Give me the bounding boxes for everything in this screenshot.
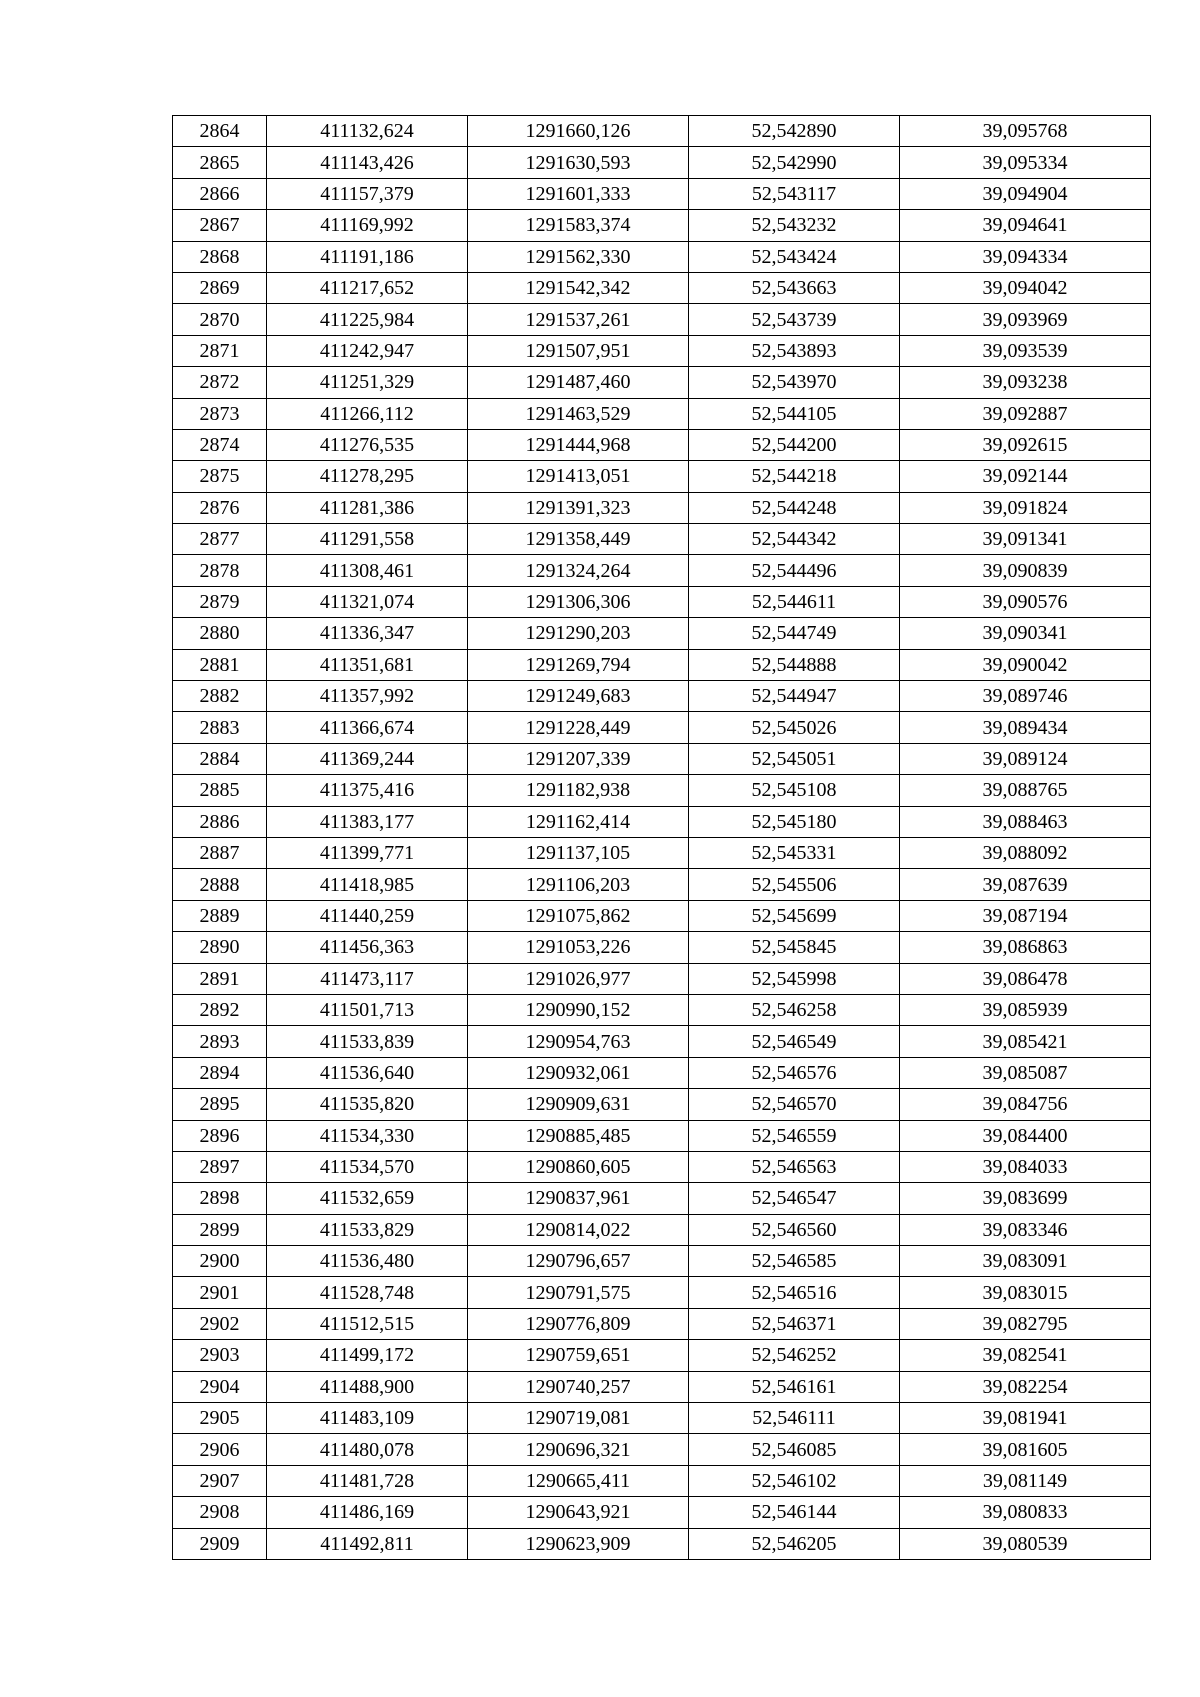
- point-number-cell: 2888: [173, 869, 267, 900]
- x-coordinate-cell: 411488,900: [267, 1371, 468, 1402]
- y-coordinate-cell: 1291306,306: [468, 586, 689, 617]
- longitude-cell: 39,088765: [900, 775, 1151, 806]
- longitude-cell: 39,085939: [900, 994, 1151, 1025]
- table-row: [173, 555, 1151, 586]
- table-row: [173, 1371, 1151, 1402]
- point-number-cell: 2868: [173, 241, 267, 272]
- table-row: [173, 116, 1151, 147]
- longitude-cell: 39,092615: [900, 429, 1151, 460]
- longitude-cell: 39,093539: [900, 335, 1151, 366]
- longitude-cell: 39,091824: [900, 492, 1151, 523]
- latitude-cell: 52,546576: [689, 1057, 900, 1088]
- latitude-cell: 52,544749: [689, 618, 900, 649]
- x-coordinate-cell: 411281,386: [267, 492, 468, 523]
- latitude-cell: 52,544947: [689, 681, 900, 712]
- table-row: [173, 398, 1151, 429]
- latitude-cell: 52,546570: [689, 1089, 900, 1120]
- latitude-cell: 52,545845: [689, 932, 900, 963]
- table-row: [173, 210, 1151, 241]
- longitude-cell: 39,090839: [900, 555, 1151, 586]
- longitude-cell: 39,083091: [900, 1246, 1151, 1277]
- point-number-cell: 2901: [173, 1277, 267, 1308]
- table-row: [173, 1465, 1151, 1496]
- y-coordinate-cell: 1291269,794: [468, 649, 689, 680]
- y-coordinate-cell: 1291542,342: [468, 272, 689, 303]
- table-row: [173, 681, 1151, 712]
- point-number-cell: 2905: [173, 1403, 267, 1434]
- y-coordinate-cell: 1291290,203: [468, 618, 689, 649]
- x-coordinate-cell: 411480,078: [267, 1434, 468, 1465]
- x-coordinate-cell: 411533,839: [267, 1026, 468, 1057]
- longitude-cell: 39,090341: [900, 618, 1151, 649]
- latitude-cell: 52,544888: [689, 649, 900, 680]
- x-coordinate-cell: 411532,659: [267, 1183, 468, 1214]
- x-coordinate-cell: 411499,172: [267, 1340, 468, 1371]
- x-coordinate-cell: 411486,169: [267, 1497, 468, 1528]
- latitude-cell: 52,544496: [689, 555, 900, 586]
- x-coordinate-cell: 411534,330: [267, 1120, 468, 1151]
- y-coordinate-cell: 1291249,683: [468, 681, 689, 712]
- table-row: [173, 1340, 1151, 1371]
- point-number-cell: 2903: [173, 1340, 267, 1371]
- table-row: [173, 178, 1151, 209]
- y-coordinate-cell: 1290860,605: [468, 1151, 689, 1182]
- table-row: [173, 1026, 1151, 1057]
- y-coordinate-cell: 1291507,951: [468, 335, 689, 366]
- x-coordinate-cell: 411143,426: [267, 147, 468, 178]
- x-coordinate-cell: 411369,244: [267, 743, 468, 774]
- point-number-cell: 2870: [173, 304, 267, 335]
- point-number-cell: 2885: [173, 775, 267, 806]
- latitude-cell: 52,542890: [689, 116, 900, 147]
- point-number-cell: 2886: [173, 806, 267, 837]
- y-coordinate-cell: 1290643,921: [468, 1497, 689, 1528]
- longitude-cell: 39,093969: [900, 304, 1151, 335]
- latitude-cell: 52,543424: [689, 241, 900, 272]
- longitude-cell: 39,084756: [900, 1089, 1151, 1120]
- x-coordinate-cell: 411366,674: [267, 712, 468, 743]
- table-row: [173, 1434, 1151, 1465]
- point-number-cell: 2909: [173, 1528, 267, 1559]
- x-coordinate-cell: 411483,109: [267, 1403, 468, 1434]
- longitude-cell: 39,082795: [900, 1308, 1151, 1339]
- point-number-cell: 2879: [173, 586, 267, 617]
- latitude-cell: 52,542990: [689, 147, 900, 178]
- longitude-cell: 39,089746: [900, 681, 1151, 712]
- latitude-cell: 52,546516: [689, 1277, 900, 1308]
- table-row: [173, 1403, 1151, 1434]
- table-row: [173, 963, 1151, 994]
- y-coordinate-cell: 1291026,977: [468, 963, 689, 994]
- point-number-cell: 2900: [173, 1246, 267, 1277]
- x-coordinate-cell: 411383,177: [267, 806, 468, 837]
- table-row: [173, 743, 1151, 774]
- table-row: [173, 806, 1151, 837]
- point-number-cell: 2889: [173, 900, 267, 931]
- coordinates-table-body: [173, 116, 1151, 1560]
- latitude-cell: 52,545331: [689, 837, 900, 868]
- x-coordinate-cell: 411132,624: [267, 116, 468, 147]
- x-coordinate-cell: 411481,728: [267, 1465, 468, 1496]
- latitude-cell: 52,545699: [689, 900, 900, 931]
- point-number-cell: 2871: [173, 335, 267, 366]
- x-coordinate-cell: 411375,416: [267, 775, 468, 806]
- x-coordinate-cell: 411157,379: [267, 178, 468, 209]
- latitude-cell: 52,545506: [689, 869, 900, 900]
- y-coordinate-cell: 1291053,226: [468, 932, 689, 963]
- table-row: [173, 586, 1151, 617]
- longitude-cell: 39,089434: [900, 712, 1151, 743]
- longitude-cell: 39,082541: [900, 1340, 1151, 1371]
- latitude-cell: 52,544248: [689, 492, 900, 523]
- table-row: [173, 492, 1151, 523]
- x-coordinate-cell: 411266,112: [267, 398, 468, 429]
- x-coordinate-cell: 411251,329: [267, 367, 468, 398]
- y-coordinate-cell: 1291444,968: [468, 429, 689, 460]
- y-coordinate-cell: 1291463,529: [468, 398, 689, 429]
- x-coordinate-cell: 411276,535: [267, 429, 468, 460]
- point-number-cell: 2876: [173, 492, 267, 523]
- latitude-cell: 52,545180: [689, 806, 900, 837]
- y-coordinate-cell: 1291562,330: [468, 241, 689, 272]
- x-coordinate-cell: 411291,558: [267, 524, 468, 555]
- x-coordinate-cell: 411536,640: [267, 1057, 468, 1088]
- table-row: [173, 712, 1151, 743]
- point-number-cell: 2865: [173, 147, 267, 178]
- longitude-cell: 39,093238: [900, 367, 1151, 398]
- longitude-cell: 39,088463: [900, 806, 1151, 837]
- table-row: [173, 304, 1151, 335]
- y-coordinate-cell: 1291487,460: [468, 367, 689, 398]
- longitude-cell: 39,087639: [900, 869, 1151, 900]
- x-coordinate-cell: 411357,992: [267, 681, 468, 712]
- longitude-cell: 39,085421: [900, 1026, 1151, 1057]
- longitude-cell: 39,083699: [900, 1183, 1151, 1214]
- x-coordinate-cell: 411321,074: [267, 586, 468, 617]
- table-row: [173, 869, 1151, 900]
- latitude-cell: 52,544342: [689, 524, 900, 555]
- latitude-cell: 52,544611: [689, 586, 900, 617]
- table-row: [173, 241, 1151, 272]
- point-number-cell: 2881: [173, 649, 267, 680]
- table-row: [173, 1089, 1151, 1120]
- latitude-cell: 52,543970: [689, 367, 900, 398]
- table-row: [173, 1308, 1151, 1339]
- x-coordinate-cell: 411528,748: [267, 1277, 468, 1308]
- table-row: [173, 1214, 1151, 1245]
- latitude-cell: 52,544200: [689, 429, 900, 460]
- point-number-cell: 2898: [173, 1183, 267, 1214]
- y-coordinate-cell: 1291391,323: [468, 492, 689, 523]
- longitude-cell: 39,080833: [900, 1497, 1151, 1528]
- point-number-cell: 2907: [173, 1465, 267, 1496]
- longitude-cell: 39,084400: [900, 1120, 1151, 1151]
- latitude-cell: 52,546085: [689, 1434, 900, 1465]
- point-number-cell: 2866: [173, 178, 267, 209]
- x-coordinate-cell: 411242,947: [267, 335, 468, 366]
- y-coordinate-cell: 1291162,414: [468, 806, 689, 837]
- y-coordinate-cell: 1291601,333: [468, 178, 689, 209]
- table-row: [173, 932, 1151, 963]
- table-row: [173, 649, 1151, 680]
- longitude-cell: 39,090042: [900, 649, 1151, 680]
- x-coordinate-cell: 411308,461: [267, 555, 468, 586]
- latitude-cell: 52,546547: [689, 1183, 900, 1214]
- latitude-cell: 52,546252: [689, 1340, 900, 1371]
- y-coordinate-cell: 1290776,809: [468, 1308, 689, 1339]
- point-number-cell: 2887: [173, 837, 267, 868]
- longitude-cell: 39,087194: [900, 900, 1151, 931]
- table-row: [173, 1151, 1151, 1182]
- point-number-cell: 2908: [173, 1497, 267, 1528]
- table-row: [173, 147, 1151, 178]
- longitude-cell: 39,080539: [900, 1528, 1151, 1559]
- x-coordinate-cell: 411512,515: [267, 1308, 468, 1339]
- table-row: [173, 618, 1151, 649]
- point-number-cell: 2904: [173, 1371, 267, 1402]
- longitude-cell: 39,086478: [900, 963, 1151, 994]
- latitude-cell: 52,543663: [689, 272, 900, 303]
- y-coordinate-cell: 1291228,449: [468, 712, 689, 743]
- point-number-cell: 2892: [173, 994, 267, 1025]
- y-coordinate-cell: 1291207,339: [468, 743, 689, 774]
- y-coordinate-cell: 1290623,909: [468, 1528, 689, 1559]
- y-coordinate-cell: 1290814,022: [468, 1214, 689, 1245]
- y-coordinate-cell: 1291413,051: [468, 461, 689, 492]
- latitude-cell: 52,545998: [689, 963, 900, 994]
- y-coordinate-cell: 1291358,449: [468, 524, 689, 555]
- longitude-cell: 39,090576: [900, 586, 1151, 617]
- point-number-cell: 2883: [173, 712, 267, 743]
- y-coordinate-cell: 1291075,862: [468, 900, 689, 931]
- point-number-cell: 2895: [173, 1089, 267, 1120]
- x-coordinate-cell: 411418,985: [267, 869, 468, 900]
- table-row: [173, 1183, 1151, 1214]
- table-row: [173, 1528, 1151, 1559]
- y-coordinate-cell: 1291324,264: [468, 555, 689, 586]
- longitude-cell: 39,081941: [900, 1403, 1151, 1434]
- table-row: [173, 367, 1151, 398]
- longitude-cell: 39,094641: [900, 210, 1151, 241]
- longitude-cell: 39,091341: [900, 524, 1151, 555]
- x-coordinate-cell: 411535,820: [267, 1089, 468, 1120]
- x-coordinate-cell: 411351,681: [267, 649, 468, 680]
- y-coordinate-cell: 1290837,961: [468, 1183, 689, 1214]
- latitude-cell: 52,546549: [689, 1026, 900, 1057]
- latitude-cell: 52,543893: [689, 335, 900, 366]
- y-coordinate-cell: 1290990,152: [468, 994, 689, 1025]
- x-coordinate-cell: 411399,771: [267, 837, 468, 868]
- latitude-cell: 52,546102: [689, 1465, 900, 1496]
- latitude-cell: 52,546258: [689, 994, 900, 1025]
- x-coordinate-cell: 411191,186: [267, 241, 468, 272]
- y-coordinate-cell: 1290909,631: [468, 1089, 689, 1120]
- point-number-cell: 2864: [173, 116, 267, 147]
- x-coordinate-cell: 411473,117: [267, 963, 468, 994]
- x-coordinate-cell: 411440,259: [267, 900, 468, 931]
- latitude-cell: 52,545026: [689, 712, 900, 743]
- point-number-cell: 2890: [173, 932, 267, 963]
- table-row: [173, 272, 1151, 303]
- longitude-cell: 39,082254: [900, 1371, 1151, 1402]
- point-number-cell: 2906: [173, 1434, 267, 1465]
- y-coordinate-cell: 1291630,593: [468, 147, 689, 178]
- x-coordinate-cell: 411217,652: [267, 272, 468, 303]
- point-number-cell: 2880: [173, 618, 267, 649]
- point-number-cell: 2878: [173, 555, 267, 586]
- latitude-cell: 52,546111: [689, 1403, 900, 1434]
- latitude-cell: 52,543117: [689, 178, 900, 209]
- y-coordinate-cell: 1290740,257: [468, 1371, 689, 1402]
- longitude-cell: 39,088092: [900, 837, 1151, 868]
- table-row: [173, 1277, 1151, 1308]
- table-row: [173, 1246, 1151, 1277]
- latitude-cell: 52,545108: [689, 775, 900, 806]
- x-coordinate-cell: 411533,829: [267, 1214, 468, 1245]
- y-coordinate-cell: 1290696,321: [468, 1434, 689, 1465]
- longitude-cell: 39,081149: [900, 1465, 1151, 1496]
- point-number-cell: 2899: [173, 1214, 267, 1245]
- y-coordinate-cell: 1291583,374: [468, 210, 689, 241]
- table-row: [173, 1497, 1151, 1528]
- table-row: [173, 461, 1151, 492]
- point-number-cell: 2897: [173, 1151, 267, 1182]
- y-coordinate-cell: 1291137,105: [468, 837, 689, 868]
- y-coordinate-cell: 1290954,763: [468, 1026, 689, 1057]
- x-coordinate-cell: 411534,570: [267, 1151, 468, 1182]
- longitude-cell: 39,092887: [900, 398, 1151, 429]
- latitude-cell: 52,546585: [689, 1246, 900, 1277]
- latitude-cell: 52,546559: [689, 1120, 900, 1151]
- point-number-cell: 2884: [173, 743, 267, 774]
- table-row: [173, 900, 1151, 931]
- point-number-cell: 2877: [173, 524, 267, 555]
- x-coordinate-cell: 411456,363: [267, 932, 468, 963]
- y-coordinate-cell: 1290719,081: [468, 1403, 689, 1434]
- point-number-cell: 2873: [173, 398, 267, 429]
- y-coordinate-cell: 1290665,411: [468, 1465, 689, 1496]
- longitude-cell: 39,094042: [900, 272, 1151, 303]
- y-coordinate-cell: 1290791,575: [468, 1277, 689, 1308]
- point-number-cell: 2891: [173, 963, 267, 994]
- point-number-cell: 2894: [173, 1057, 267, 1088]
- table-row: [173, 335, 1151, 366]
- point-number-cell: 2867: [173, 210, 267, 241]
- latitude-cell: 52,543232: [689, 210, 900, 241]
- table-row: [173, 837, 1151, 868]
- longitude-cell: 39,084033: [900, 1151, 1151, 1182]
- latitude-cell: 52,544218: [689, 461, 900, 492]
- table-row: [173, 429, 1151, 460]
- longitude-cell: 39,086863: [900, 932, 1151, 963]
- y-coordinate-cell: 1290932,061: [468, 1057, 689, 1088]
- y-coordinate-cell: 1291537,261: [468, 304, 689, 335]
- x-coordinate-cell: 411336,347: [267, 618, 468, 649]
- latitude-cell: 52,544105: [689, 398, 900, 429]
- longitude-cell: 39,085087: [900, 1057, 1151, 1088]
- latitude-cell: 52,546144: [689, 1497, 900, 1528]
- y-coordinate-cell: 1290759,651: [468, 1340, 689, 1371]
- x-coordinate-cell: 411169,992: [267, 210, 468, 241]
- table-row: [173, 524, 1151, 555]
- table-row: [173, 994, 1151, 1025]
- longitude-cell: 39,081605: [900, 1434, 1151, 1465]
- point-number-cell: 2882: [173, 681, 267, 712]
- longitude-cell: 39,089124: [900, 743, 1151, 774]
- point-number-cell: 2893: [173, 1026, 267, 1057]
- point-number-cell: 2874: [173, 429, 267, 460]
- x-coordinate-cell: 411536,480: [267, 1246, 468, 1277]
- longitude-cell: 39,094904: [900, 178, 1151, 209]
- x-coordinate-cell: 411492,811: [267, 1528, 468, 1559]
- point-number-cell: 2875: [173, 461, 267, 492]
- y-coordinate-cell: 1290885,485: [468, 1120, 689, 1151]
- longitude-cell: 39,094334: [900, 241, 1151, 272]
- longitude-cell: 39,083346: [900, 1214, 1151, 1245]
- point-number-cell: 2896: [173, 1120, 267, 1151]
- latitude-cell: 52,546205: [689, 1528, 900, 1559]
- point-number-cell: 2872: [173, 367, 267, 398]
- longitude-cell: 39,092144: [900, 461, 1151, 492]
- longitude-cell: 39,095768: [900, 116, 1151, 147]
- x-coordinate-cell: 411501,713: [267, 994, 468, 1025]
- latitude-cell: 52,546560: [689, 1214, 900, 1245]
- y-coordinate-cell: 1291106,203: [468, 869, 689, 900]
- latitude-cell: 52,546371: [689, 1308, 900, 1339]
- longitude-cell: 39,095334: [900, 147, 1151, 178]
- latitude-cell: 52,546563: [689, 1151, 900, 1182]
- latitude-cell: 52,545051: [689, 743, 900, 774]
- point-number-cell: 2902: [173, 1308, 267, 1339]
- coordinates-table: [172, 115, 1151, 1560]
- latitude-cell: 52,543739: [689, 304, 900, 335]
- table-row: [173, 1057, 1151, 1088]
- x-coordinate-cell: 411278,295: [267, 461, 468, 492]
- latitude-cell: 52,546161: [689, 1371, 900, 1402]
- y-coordinate-cell: 1291660,126: [468, 116, 689, 147]
- table-row: [173, 1120, 1151, 1151]
- y-coordinate-cell: 1290796,657: [468, 1246, 689, 1277]
- x-coordinate-cell: 411225,984: [267, 304, 468, 335]
- point-number-cell: 2869: [173, 272, 267, 303]
- table-row: [173, 775, 1151, 806]
- longitude-cell: 39,083015: [900, 1277, 1151, 1308]
- y-coordinate-cell: 1291182,938: [468, 775, 689, 806]
